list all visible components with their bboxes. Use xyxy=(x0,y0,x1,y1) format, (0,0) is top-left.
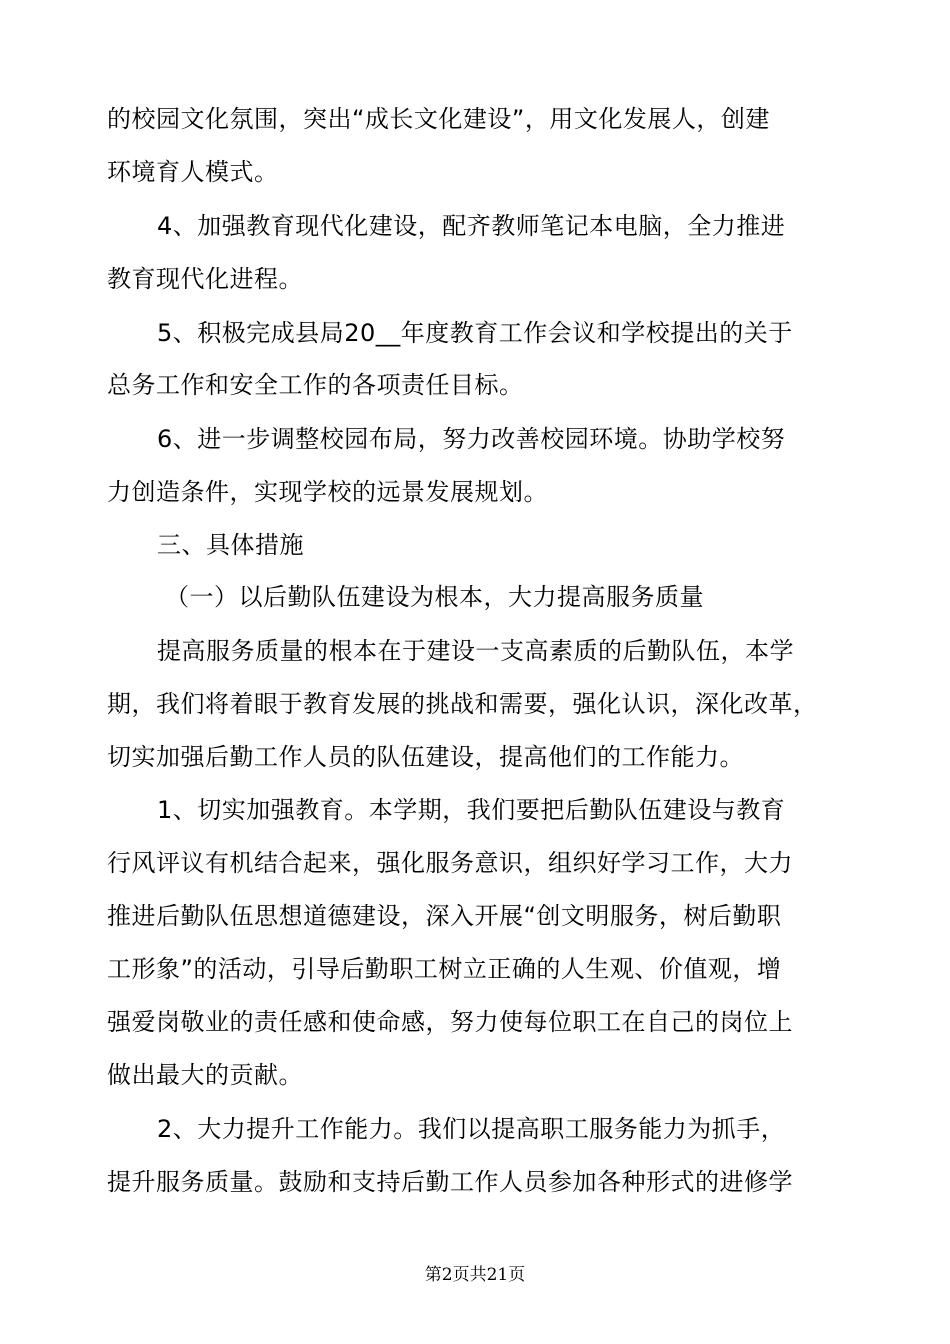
paragraph-line: 切实加强后勤工作人员的队伍建设，提高他们的工作能力。 xyxy=(107,743,744,771)
paragraph-line: 1、切实加强教育。本学期，我们要把后勤队伍建设与教育 xyxy=(157,796,786,824)
paragraph-line: 环境育人模式。 xyxy=(107,158,279,186)
paragraph-line: 提升服务质量。鼓励和支持后勤工作人员参加各种形式的进修学 xyxy=(107,1168,793,1196)
paragraph-line: 4、加强教育现代化建设，配齐教师笔记本电脑，全力推进 xyxy=(157,212,786,240)
paragraph-line: 期，我们将着眼于教育发展的挑战和需要，强化认识，深化改革， xyxy=(107,690,818,718)
paragraph-line: 工形象”的活动，引导后勤职工树立正确的人生观、价值观，增 xyxy=(107,955,782,983)
paragraph-line: 三、具体措施 xyxy=(157,531,304,559)
paragraph-line: 强爱岗敬业的责任感和使命感，努力使每位职工在自己的岗位上 xyxy=(107,1008,793,1036)
paragraph-line: 5、积极完成县局20__年度教育工作会议和学校提出的关于 xyxy=(157,319,793,347)
paragraph-line: 教育现代化进程。 xyxy=(107,265,303,293)
paragraph-line: 6、进一步调整校园布局，努力改善校园环境。协助学校努 xyxy=(157,425,786,453)
paragraph-line: 做出最大的贡献。 xyxy=(107,1061,303,1089)
paragraph-line: 的校园文化氛围，突出“成长文化建设”，用文化发展人，创建 xyxy=(107,105,770,133)
paragraph-line: 行风评议有机结合起来，强化服务意识，组织好学习工作，大力 xyxy=(107,849,793,877)
paragraph-line: 提高服务质量的根本在于建设一支高素质的后勤队伍，本学 xyxy=(157,637,794,665)
paragraph-line: 总务工作和安全工作的各项责任目标。 xyxy=(107,371,524,399)
paragraph-line: 推进后勤队伍思想道德建设，深入开展“创文明服务，树后勤职 xyxy=(107,902,782,930)
page-footer: 第2页共21页 xyxy=(424,1265,526,1285)
paragraph-line: 力创造条件，实现学校的远景发展规划。 xyxy=(107,478,548,506)
paragraph-line: （一）以后勤队伍建设为根本，大力提高服务质量 xyxy=(165,583,704,611)
paragraph-line: 2、大力提升工作能力。我们以提高职工服务能力为抓手， xyxy=(157,1115,786,1143)
